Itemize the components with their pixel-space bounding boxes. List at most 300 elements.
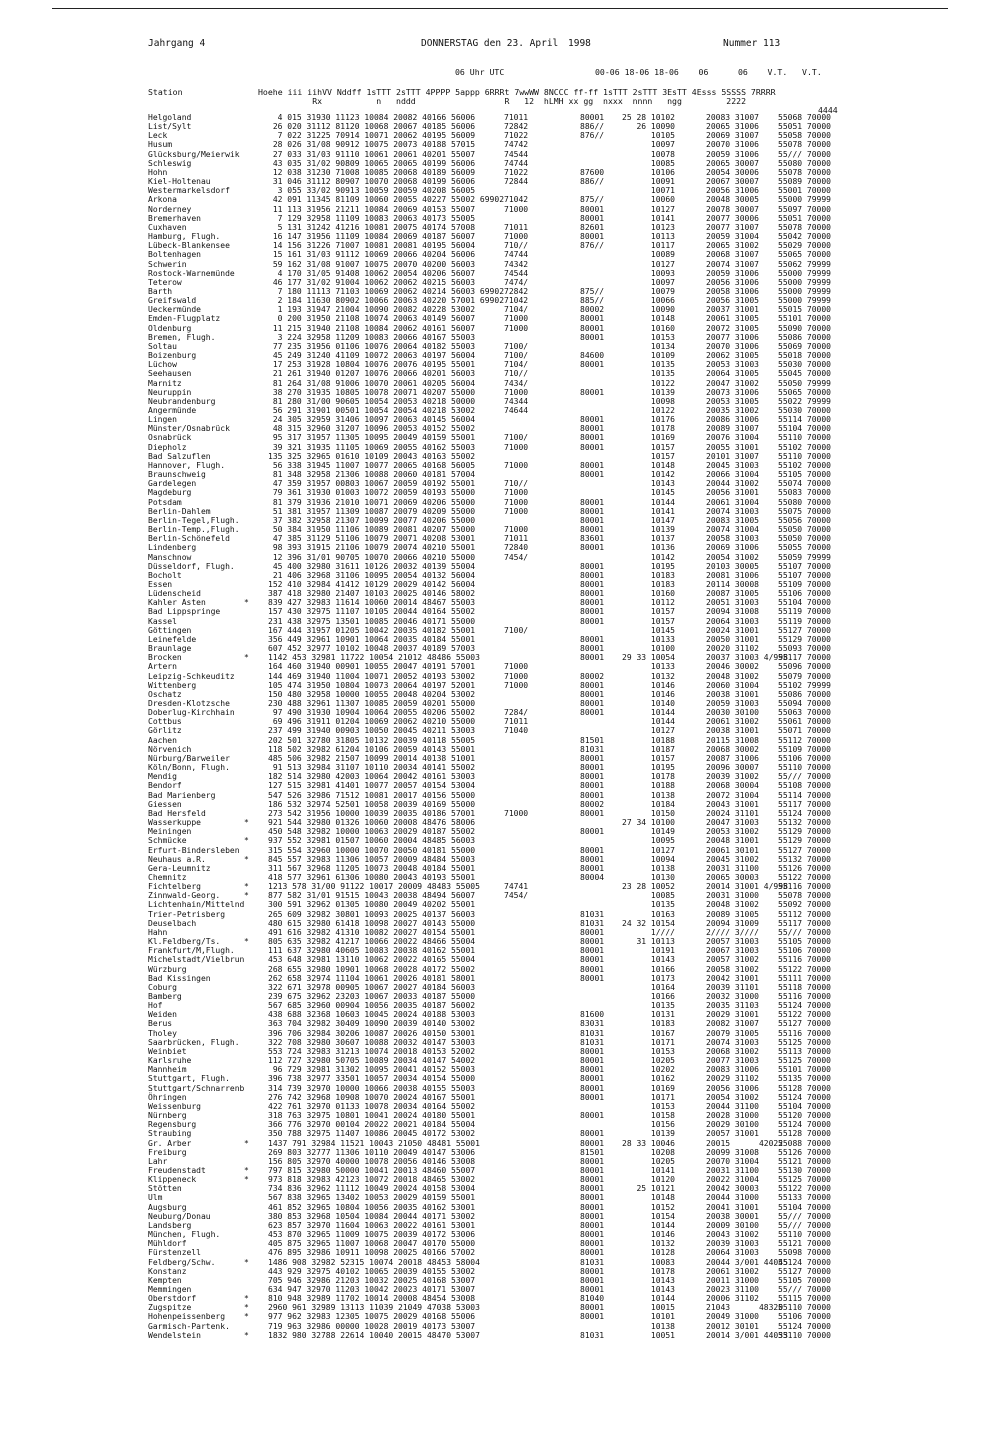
synop-groups: 55101 70000 — [778, 314, 831, 324]
station-name: Hannover, Flugh. — [148, 460, 226, 470]
synop-groups: 7 180 11113 71103 10069 20062 40214 56003 69902 — [268, 286, 505, 296]
synop-groups: 74544 — [504, 268, 529, 278]
synop-groups: 81031 — [580, 1257, 605, 1267]
station-name: Magdeburg — [148, 488, 192, 498]
synop-groups: 156 805 32970 40000 10078 20056 40146 53008 — [268, 1156, 476, 1166]
synop-groups: 10140 — [622, 699, 675, 708]
synop-groups: 55132 70000 — [778, 818, 831, 828]
synop-groups: 83031 — [580, 1019, 605, 1029]
synop-groups: 2 184 11630 80902 10066 20063 40220 57001 69902 — [268, 296, 505, 306]
station-name: Kempten — [148, 1275, 182, 1285]
synop-groups: 39 321 31935 11105 10069 20055 40162 55003 — [268, 442, 476, 452]
table-row — [148, 553, 848, 562]
synop-groups: 2960 961 32989 13113 11039 21049 47038 53003 — [268, 1303, 480, 1313]
synop-groups: 55119 70000 — [778, 607, 831, 617]
synop-groups: 55105 70000 — [778, 1275, 831, 1285]
synop-groups: 55115 70000 — [778, 1294, 831, 1304]
synop-groups: 55124 70000 — [778, 808, 831, 818]
synop-groups: 20031 31000 — [706, 891, 759, 901]
synop-groups: 80001 — [580, 1092, 605, 1102]
station-name: Stuttgart, Flugh. — [148, 1074, 230, 1084]
year-label: 1998 — [568, 38, 591, 49]
synop-groups: 10089 — [622, 250, 675, 260]
synop-groups: 55102 79999 — [778, 680, 831, 690]
synop-groups: 7434/ — [504, 378, 529, 388]
table-row — [148, 305, 848, 314]
synop-groups: 10157 — [622, 607, 675, 617]
station-name: Leipzig-Schkeuditz — [148, 671, 235, 681]
synop-groups: 55061 70000 — [778, 717, 831, 727]
synop-groups: 81031 — [580, 1037, 605, 1047]
station-name: Wasserkuppe — [148, 818, 201, 828]
synop-groups: 11 113 31956 21211 10084 20069 40153 55007 — [268, 204, 476, 214]
synop-groups: 1//// — [622, 927, 675, 937]
synop-groups: 55110 70000 — [778, 1303, 831, 1313]
table-row — [148, 754, 848, 763]
synop-groups: 20054 31002 — [706, 552, 759, 562]
synop-groups: 10166 — [622, 992, 675, 1001]
synop-groups: 55051 70000 — [778, 122, 831, 132]
station-name: Bremen, Flugh. — [148, 332, 216, 342]
synop-groups: 443 929 32975 40102 10065 20039 40155 53002 — [268, 1266, 476, 1276]
station-name: Freudenstadt — [148, 1165, 206, 1175]
station-name: Deuselbach — [148, 918, 197, 928]
synop-groups: 71042 — [504, 296, 529, 306]
synop-groups: 80001 — [580, 360, 605, 370]
station-name: Schmücke — [148, 836, 187, 846]
synop-groups: 20057 31001 — [706, 1129, 759, 1139]
table-row — [148, 1331, 848, 1340]
synop-groups: 7104/ — [504, 305, 529, 315]
synop-groups: 10178 — [622, 772, 675, 782]
table-row — [148, 672, 848, 681]
station-name: Feldberg/Schw. — [148, 1257, 216, 1267]
synop-groups: 87600 — [580, 167, 605, 177]
synop-groups: 71000 — [504, 314, 529, 324]
station-name: Zugspitze — [148, 1303, 192, 1313]
synop-groups: 98 393 31915 21106 10079 20074 40210 55001 — [268, 543, 476, 553]
synop-groups: 405 875 32965 11007 10068 20047 40170 55000 — [268, 1239, 476, 1249]
synop-groups: 80001 — [580, 497, 605, 507]
station-table — [148, 113, 848, 1340]
synop-groups: 81031 — [580, 1028, 605, 1038]
table-row — [148, 241, 848, 250]
synop-groups: 10149 — [622, 827, 675, 837]
table-row — [148, 818, 848, 827]
table-row — [148, 928, 848, 937]
synop-groups: 276 742 32968 10908 10070 20024 40167 55001 — [268, 1092, 476, 1102]
synop-groups: 20053 31002 — [706, 827, 759, 837]
synop-groups: 55128 70000 — [778, 1129, 831, 1139]
synop-groups: 80001 — [580, 433, 605, 443]
synop-groups: 55106 70000 — [778, 946, 831, 956]
synop-groups: 71000 — [504, 488, 529, 498]
table-row — [148, 699, 848, 708]
synop-groups: 20115 31008 — [706, 735, 759, 745]
station-name: Mannheim — [148, 1065, 187, 1075]
synop-groups: 10127 — [622, 726, 675, 736]
table-row — [148, 379, 848, 388]
synop-groups: 10094 — [622, 854, 675, 864]
synop-groups: 20057 31002 — [706, 955, 759, 965]
table-row — [148, 360, 848, 369]
station-name: Neubrandenburg — [148, 396, 216, 406]
table-row — [148, 653, 848, 662]
synop-groups: 10178 — [622, 1266, 675, 1276]
synop-groups: 80001 — [580, 1248, 605, 1258]
table-row — [148, 1139, 848, 1148]
table-row — [148, 351, 848, 360]
synop-groups: 80001 — [580, 515, 605, 525]
synop-groups: 80001 — [580, 424, 605, 434]
synop-groups: 10143 — [622, 479, 675, 489]
top-rule — [52, 8, 948, 9]
synop-groups: 182 514 32980 42003 10064 20042 40161 53003 — [268, 772, 476, 782]
synop-groups: 10079 — [622, 286, 675, 296]
synop-groups: 607 452 32977 10102 10048 20037 40189 57003 — [268, 644, 476, 654]
table-row — [148, 873, 848, 882]
table-row — [148, 1239, 848, 1248]
synop-groups: 55086 70000 — [778, 332, 831, 342]
synop-groups: 921 544 32980 01326 10060 20008 48476 58006 — [268, 818, 476, 828]
time-ranges-header: 00-06 18-06 18-06 06 06 V.T. V.T. — [595, 67, 822, 77]
synop-groups: 127 515 32981 41401 10077 20057 40154 53004 — [268, 781, 476, 791]
table-row — [148, 726, 848, 735]
table-row — [148, 159, 848, 168]
station-name: Meiningen — [148, 827, 192, 837]
synop-groups: 10071 — [622, 186, 675, 196]
table-row — [148, 1047, 848, 1056]
synop-groups: 10160 — [622, 589, 675, 599]
synop-groups: 71000 — [504, 204, 529, 214]
synop-groups: 80001 — [580, 525, 605, 535]
synop-groups: 80001 — [580, 415, 605, 425]
synop-groups: 567 838 32965 13402 10053 20029 40159 55001 — [268, 1193, 476, 1203]
synop-groups: 387 418 32980 21407 10103 20025 40146 58002 — [268, 589, 476, 599]
synop-groups: 20068 31002 — [706, 1046, 759, 1056]
synop-groups: 55126 70000 — [778, 863, 831, 873]
station-name: Garmisch-Partenk. — [148, 1321, 230, 1331]
synop-groups: 265 609 32982 30801 10093 20025 40137 56003 — [268, 909, 476, 919]
synop-groups: 10183 — [622, 1019, 675, 1029]
synop-groups: 10127 — [622, 204, 675, 214]
synop-groups: 23 28 10052 — [622, 882, 675, 892]
synop-groups: 55051 70000 — [778, 213, 831, 223]
synop-groups: 20054 30006 — [706, 167, 759, 177]
mountain-marker: * — [244, 653, 249, 663]
synop-groups: 80001 — [580, 946, 605, 956]
synop-groups: 55000 79999 — [778, 286, 831, 296]
synop-groups: 10195 — [622, 763, 675, 773]
synop-groups: 55124 70000 — [778, 1257, 831, 1267]
table-row — [148, 900, 848, 909]
synop-groups: 31 10113 — [622, 937, 675, 947]
synop-groups: 80001 — [580, 1129, 605, 1139]
synop-groups: 55055 70000 — [778, 543, 831, 553]
synop-groups: 10127 — [622, 845, 675, 855]
synop-groups: 10148 — [622, 1193, 675, 1203]
synop-groups: 47 359 31957 00803 10067 20059 40192 55001 — [268, 479, 476, 489]
synop-groups: 47 385 31129 51106 10079 20071 40208 53001 — [268, 534, 476, 544]
table-row — [148, 424, 848, 433]
synop-groups: 80001 — [580, 927, 605, 937]
synop-groups: 71000 — [504, 232, 529, 242]
synop-groups: 112 727 32980 50705 10089 20034 40147 54002 — [268, 1056, 476, 1066]
synop-groups: 55088 70000 — [778, 1138, 831, 1148]
synop-groups: 453 648 32981 13110 10062 20022 40165 55004 — [268, 955, 476, 965]
station-name: Weinbiet — [148, 1046, 187, 1056]
table-row — [148, 195, 848, 204]
synop-groups: 55116 70000 — [778, 882, 831, 892]
synop-groups: 71000 — [504, 671, 529, 681]
synop-groups: 80001 — [580, 506, 605, 516]
synop-groups: 46 177 31/02 91004 10062 20062 40215 56003 — [268, 277, 476, 287]
synop-groups: 318 763 32975 10801 10041 20024 40180 55001 — [268, 1111, 476, 1121]
synop-groups: 20099 31008 — [706, 1147, 759, 1157]
synop-groups: 422 761 32970 01133 10078 20034 40164 55002 — [268, 1101, 476, 1111]
synop-groups: 10138 — [622, 863, 675, 873]
station-name: Karlsruhe — [148, 1056, 192, 1066]
synop-groups: 10143 — [622, 1285, 675, 1294]
synop-groups: 20114 30008 — [706, 579, 759, 589]
synop-groups: 55104 70000 — [778, 598, 831, 608]
station-name: Schleswig — [148, 158, 192, 168]
synop-groups: 269 803 32777 11306 10110 20049 40147 53006 — [268, 1147, 476, 1157]
synop-groups: 10122 — [622, 406, 675, 415]
synop-groups: 55092 70000 — [778, 900, 831, 910]
synop-groups: 20031 31100 — [706, 863, 759, 873]
station-name: Marnitz — [148, 378, 182, 388]
synop-groups: 79 361 31930 01003 10072 20059 40193 55000 — [268, 488, 476, 498]
synop-groups: 20038 31001 — [706, 689, 759, 699]
synop-groups: 20072 31004 — [706, 790, 759, 800]
synop-groups: 80001 — [580, 1046, 605, 1056]
mountain-marker: * — [244, 1330, 249, 1340]
synop-groups: 55117 70000 — [778, 799, 831, 809]
table-row — [148, 1175, 848, 1184]
station-name: Bad Hersfeld — [148, 808, 206, 818]
synop-groups: 20060 31004 — [706, 680, 759, 690]
station-name: Aachen — [148, 735, 177, 745]
table-row — [148, 113, 848, 122]
station-name: Straubing — [148, 1129, 192, 1139]
station-name: Berus — [148, 1019, 173, 1029]
station-name: Braunschweig — [148, 470, 206, 480]
synop-groups: 20059 31003 — [706, 699, 759, 708]
synop-groups: 55110 70000 — [778, 451, 831, 461]
synop-groups: 84600 — [580, 351, 605, 361]
synop-groups: 20055 31001 — [706, 442, 759, 452]
synop-groups: 21 406 32968 31106 10095 20054 40132 56004 — [268, 570, 476, 580]
synop-groups: 55056 70000 — [778, 515, 831, 525]
synop-groups: 55124 70000 — [778, 1321, 831, 1331]
synop-groups: 20028 31000 — [706, 1111, 759, 1121]
synop-groups: 81 348 32958 21306 10088 20060 40181 57004 — [268, 470, 476, 480]
synop-groups: 74342 — [504, 259, 529, 269]
synop-groups: 20044 31002 — [706, 479, 759, 489]
station-name: Würzburg — [148, 964, 187, 974]
synop-groups: 80001 — [580, 1111, 605, 1121]
synop-groups: 418 577 32961 61306 10080 20043 40193 55001 — [268, 872, 476, 882]
station-name: Angermünde — [148, 406, 197, 415]
synop-groups: 7474/ — [504, 277, 529, 287]
synop-groups: 80001 — [580, 790, 605, 800]
synop-groups: 10176 — [622, 415, 675, 425]
synop-groups: 10135 — [622, 1001, 675, 1011]
synop-groups: 55080 70000 — [778, 158, 831, 168]
synop-groups: 80002 — [580, 671, 605, 681]
synop-groups: 3 224 32958 11209 10083 20066 40167 55003 — [268, 332, 476, 342]
synop-groups: 80002 — [580, 305, 605, 315]
synop-groups: 55/// 70000 — [778, 1285, 831, 1294]
table-row — [148, 846, 848, 855]
station-name: Oldenburg — [148, 323, 192, 333]
volume-label: Jahrgang 4 — [148, 38, 206, 49]
station-name: Hahn — [148, 927, 168, 937]
synop-groups: 55127 70000 — [778, 1266, 831, 1276]
synop-groups: 55080 70000 — [778, 497, 831, 507]
table-row — [148, 617, 848, 626]
synop-groups: 20096 30007 — [706, 763, 759, 773]
synop-groups: 20061 31005 — [706, 314, 759, 324]
synop-groups: 55001 70000 — [778, 186, 831, 196]
table-row — [148, 690, 848, 699]
synop-groups: 55129 70000 — [778, 836, 831, 846]
table-row — [148, 223, 848, 232]
synop-groups: 10066 — [622, 296, 675, 306]
synop-groups: 0 200 31950 21108 10074 20063 40149 56007 — [268, 314, 476, 324]
synop-groups: 80001 — [580, 955, 605, 965]
synop-groups: 72842 — [504, 122, 529, 132]
synop-groups: 80001 — [580, 616, 605, 626]
synop-groups: 10051 — [622, 1330, 675, 1340]
synop-groups: 55129 70000 — [778, 634, 831, 644]
synop-groups: 55110 70000 — [778, 763, 831, 773]
station-name: Kl.Feldberg/Ts. — [148, 937, 221, 947]
station-name: Arkona — [148, 195, 177, 205]
synop-groups: 37 382 32958 21307 10099 20077 40206 55000 — [268, 515, 476, 525]
synop-groups: 55133 70000 — [778, 1193, 831, 1203]
synop-groups: 20070 31004 — [706, 1156, 759, 1166]
synop-groups: 20079 31005 — [706, 1028, 759, 1038]
synop-groups: 1213 578 31/00 91122 10017 20009 48483 55005 — [268, 882, 480, 892]
synop-groups: 1437 791 32984 11521 10043 21050 48481 55001 — [268, 1138, 480, 1148]
synop-groups: 10145 — [622, 625, 675, 635]
synop-groups: 20094 31008 — [706, 607, 759, 617]
synop-groups: 80001 — [580, 543, 605, 553]
synop-groups: 71000 — [504, 442, 529, 452]
station-name: Norderney — [148, 204, 192, 214]
synop-groups: 10146 — [622, 1230, 675, 1240]
table-row — [148, 1111, 848, 1120]
table-row — [148, 827, 848, 836]
synop-groups: 12 396 31/01 90705 10070 20066 40210 55000 — [268, 552, 476, 562]
synop-groups: 80001 — [580, 1184, 605, 1194]
synop-groups: 55101 70000 — [778, 1065, 831, 1075]
synop-groups: 80001 — [580, 570, 605, 580]
synop-groups: 886// — [580, 122, 605, 132]
synop-groups: 55110 70000 — [778, 1230, 831, 1240]
synop-groups: 2//// 3//// — [706, 927, 759, 937]
synop-groups: 55124 70000 — [778, 1092, 831, 1102]
table-row — [148, 635, 848, 644]
synop-groups: 80001 — [580, 863, 605, 873]
synop-groups: 80001 — [580, 827, 605, 837]
synop-groups: 734 836 32962 11112 10049 20024 40158 53004 — [268, 1184, 476, 1194]
synop-groups: 167 444 31957 01205 10042 20035 40182 55001 — [268, 625, 476, 635]
synop-groups: 10133 — [622, 662, 675, 672]
synop-groups: 20053 31005 — [706, 396, 759, 406]
synop-groups: 20048 31002 — [706, 671, 759, 681]
table-row — [148, 781, 848, 790]
synop-groups: 20065 30007 — [706, 158, 759, 168]
synop-groups: 80001 — [580, 1083, 605, 1093]
synop-groups: 268 655 32980 10901 10068 20028 40172 55002 — [268, 964, 476, 974]
synop-groups: 7 129 32958 11109 10083 20063 40173 55005 — [268, 213, 476, 223]
station-name: Görlitz — [148, 726, 182, 736]
synop-groups: 80001 — [580, 772, 605, 782]
synop-groups: 20078 30007 — [706, 204, 759, 214]
synop-groups: 55124 70000 — [778, 1001, 831, 1011]
synop-groups: 55127 70000 — [778, 1019, 831, 1029]
mountain-marker: * — [244, 1175, 249, 1185]
station-name: Trier-Petrisberg — [148, 909, 226, 919]
station-name: Bad Salzuflen — [148, 451, 211, 461]
table-row — [148, 800, 848, 809]
synop-groups: 91 513 32984 31107 10110 20034 40141 55002 — [268, 763, 476, 773]
table-row — [148, 562, 848, 571]
synop-groups: 810 948 32989 11702 10014 20008 48454 53008 — [268, 1294, 476, 1304]
table-row — [148, 443, 848, 452]
synop-groups: 80001 — [580, 644, 605, 654]
synop-groups: 81 379 31936 21010 10071 20069 40206 55000 — [268, 497, 476, 507]
synop-groups: 55/// 70000 — [778, 1220, 831, 1230]
table-row — [148, 406, 848, 415]
synop-groups: 71000 — [504, 497, 529, 507]
synop-groups: 157 430 32975 11107 10105 20044 40164 55002 — [268, 607, 476, 617]
synop-groups: 55108 70000 — [778, 781, 831, 791]
synop-groups: 10157 — [622, 616, 675, 626]
synop-groups: 81031 — [580, 909, 605, 919]
table-row — [148, 1184, 848, 1193]
synop-groups: 16 147 31956 11109 10084 20069 40187 56007 — [268, 232, 476, 242]
synop-groups: 55058 70000 — [778, 131, 831, 141]
synop-groups: 20048 31002 — [706, 900, 759, 910]
synop-groups: 20067 30007 — [706, 177, 759, 187]
synop-groups: 10138 — [622, 790, 675, 800]
table-row — [148, 1129, 848, 1138]
synop-groups: 7100/ — [504, 351, 529, 361]
synop-groups: 55129 70000 — [778, 827, 831, 837]
synop-groups: 20014 31001 4/998 — [706, 882, 788, 892]
table-row — [148, 882, 848, 891]
table-row — [148, 488, 848, 497]
synop-groups: 55104 70000 — [778, 1202, 831, 1212]
synop-groups: 20061 30101 — [706, 845, 759, 855]
synop-groups: 81031 — [580, 918, 605, 928]
synop-groups: 20103 30005 — [706, 561, 759, 571]
synop-groups: 350 788 32975 11407 10086 20045 40172 53002 — [268, 1129, 476, 1139]
synop-groups: 10085 — [622, 891, 675, 901]
synop-groups: 20056 31006 — [706, 186, 759, 196]
synop-groups: 135 325 32965 01610 10109 20043 40163 55002 — [268, 451, 476, 461]
synop-groups: 20094 31009 — [706, 918, 759, 928]
table-row — [148, 1019, 848, 1028]
synop-groups: 20087 31005 — [706, 589, 759, 599]
synop-groups: 17 253 31928 10804 10076 20076 40195 55001 — [268, 360, 476, 370]
synop-groups: 20083 31007 — [706, 113, 759, 122]
synop-groups: 10135 — [622, 900, 675, 910]
